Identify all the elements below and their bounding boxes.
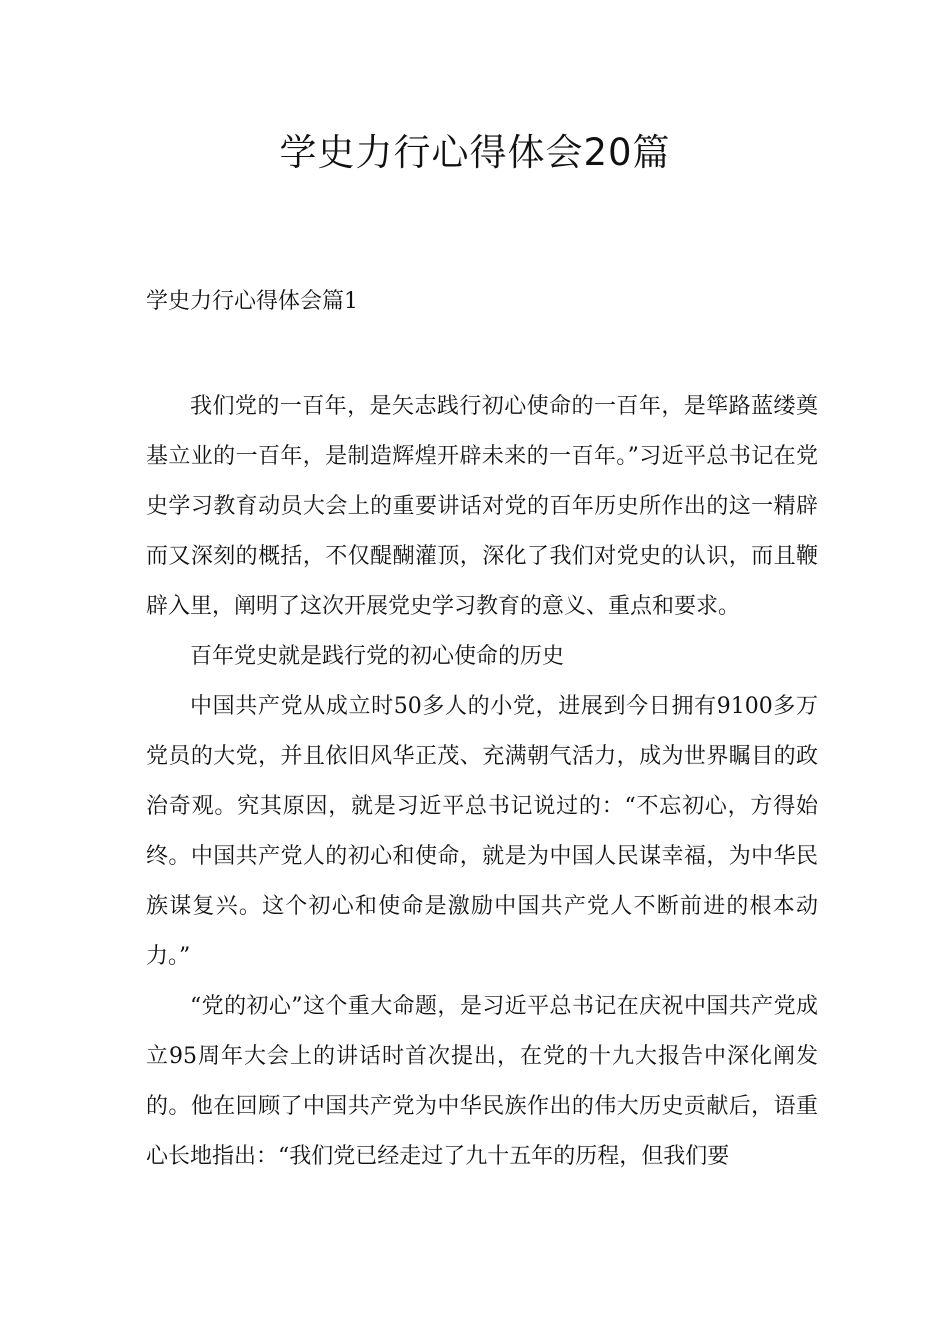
section-subtitle: 学史力行心得体会篇1 (146, 289, 358, 314)
document-body (146, 382, 818, 1182)
paragraph-3: “党的初心”这个重大命题，是习近平总书记在庆祝中国共产党成立95周年大会上的讲话时首次提出，在党的十九大报告中深化阐发的。他在回顾了中国共产党为中华民族作出的伟大历史贡献后，语重心长地指出：“我们党已经走过了九十五年的历程，但我们要 (146, 994, 818, 1169)
paragraph-heading: 百年党史就是践行党的初心使命的历史 (190, 644, 565, 669)
paragraph-1: 我们党的一百年，是矢志践行初心使命的一百年，是筚路蓝缕奠基立业的一百年，是制造辉煌开辟未来的一百年。”习近平总书记在党史学习教育动员大会上的重要讲话对党的百年历史所作出的这一精辟而又深刻的概括，不仅醍醐灌顶，深化了我们对党史的认识，而且鞭辟入里，阐明了这次开展党史学习教育的意义、重点和要求。 (146, 394, 818, 619)
document-title: 学史力行心得体会20篇 (279, 131, 671, 174)
paragraph-2: 中国共产党从成立时50多人的小党，进展到今日拥有9100多万党员的大党，并且依旧风华正茂、充满朝气活力，成为世界瞩目的政治奇观。究其原因，就是习近平总书记说过的：“不忘初心，方得始终。中国共产党人的初心和使命，就是为中国人民谋幸福，为中华民族谋复兴。这个初心和使命是激励中国共产党人不断前进的根本动力。” (146, 694, 818, 969)
